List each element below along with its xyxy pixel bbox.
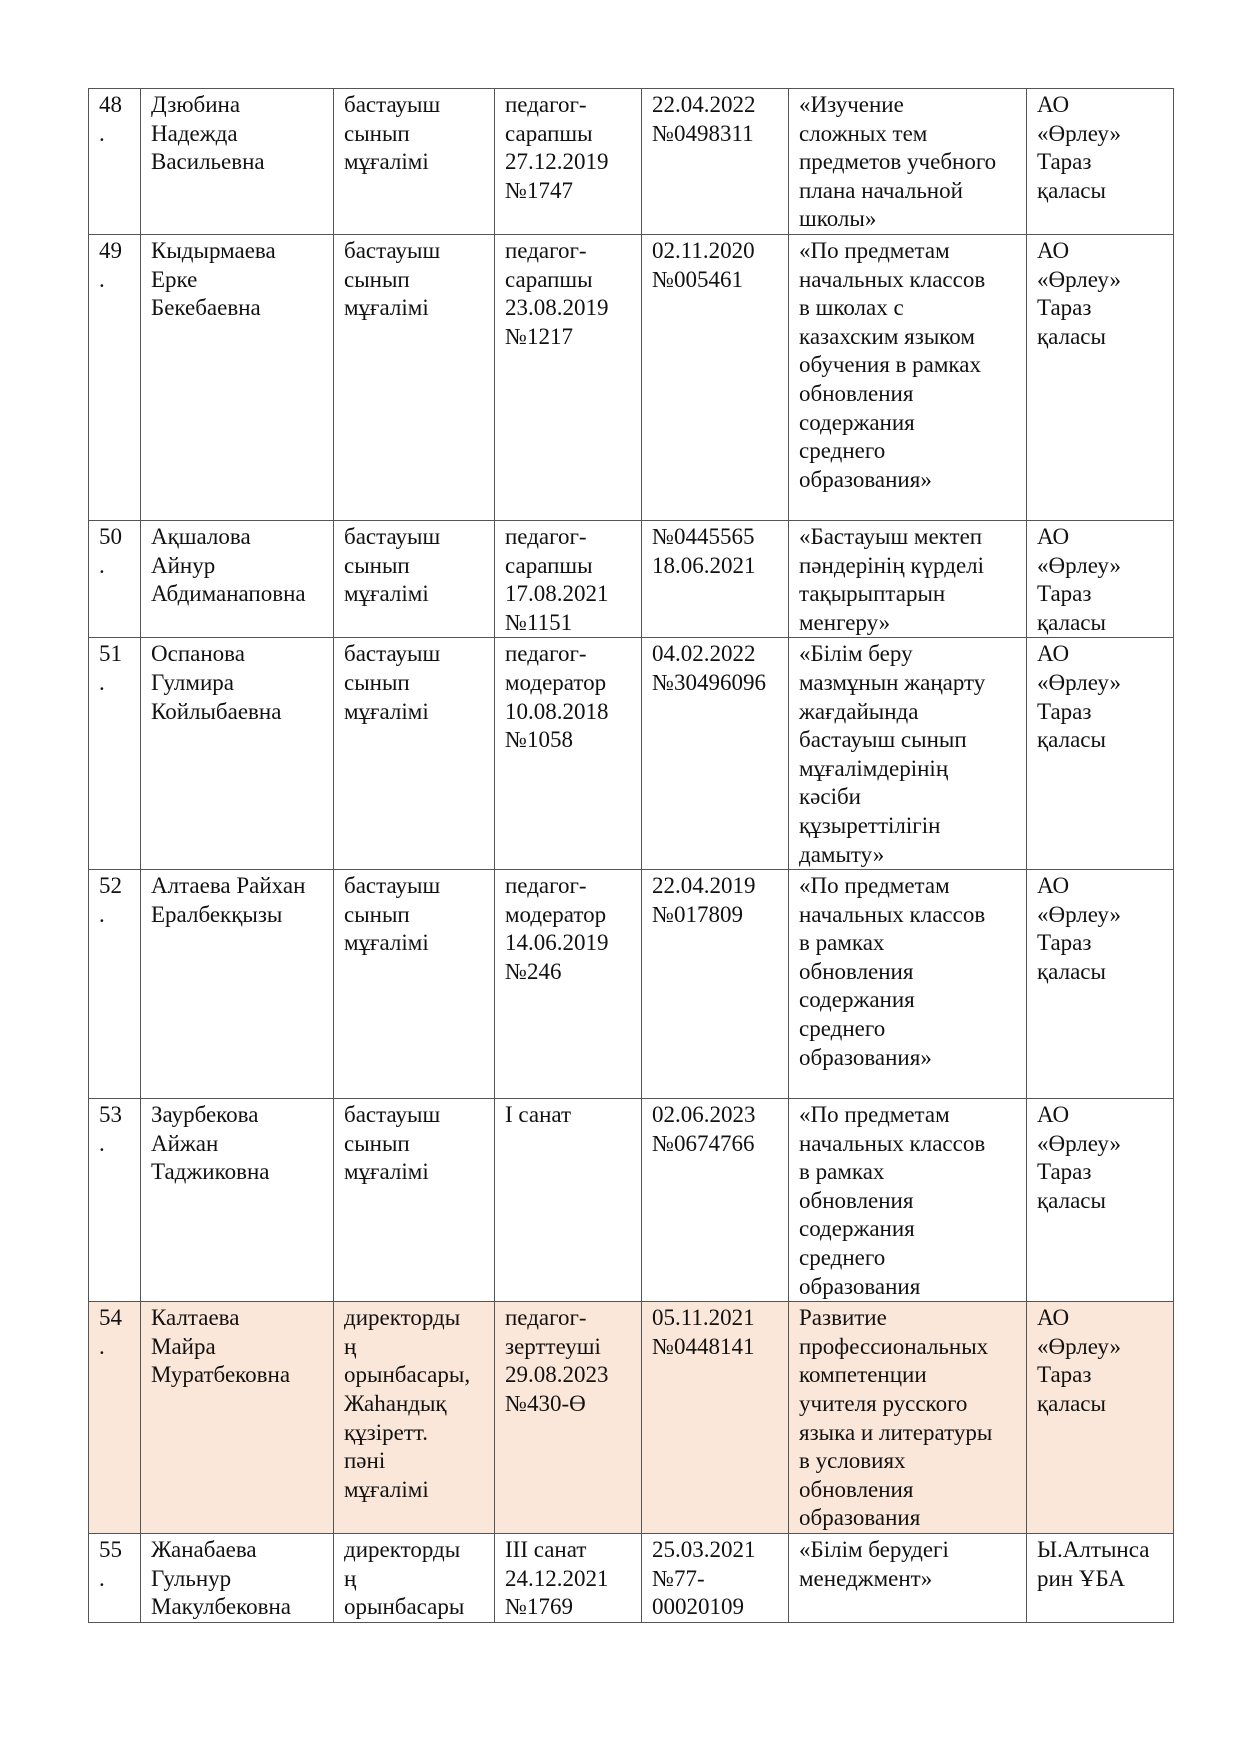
course-organizer: АО «Өрлеу» Тараз қаласы: [1027, 870, 1174, 1099]
qualification-category: педагог- сарапшы 27.12.2019 №1747: [495, 89, 642, 235]
course-title: «Білім беру мазмұнын жаңарту жағдайында бастауыш сынып мұғалімдерінің кәсіби құзыреттілігін дамыту»: [789, 638, 1027, 870]
certificate-info: 02.11.2020 №005461: [642, 234, 789, 520]
course-organizer: АО «Өрлеу» Тараз қаласы: [1027, 1302, 1174, 1534]
qualification-category: педагог- зерттеуші 29.08.2023 №430-Ө: [495, 1302, 642, 1534]
course-title: «Білім берудегі менеджмент»: [789, 1534, 1027, 1623]
course-title: «По предметам начальных классов в рамках обновления содержания среднего образования: [789, 1099, 1027, 1302]
teacher-position: директорды ң орынбасары, Жаһандық құзіретт. пәні мұғалімі: [334, 1302, 495, 1534]
course-title: «По предметам начальных классов в рамках обновления содержания среднего образования»: [789, 870, 1027, 1099]
table-row: [89, 1099, 1174, 1302]
table-row: [89, 520, 1174, 637]
teacher-name: Оспанова Гулмира Койлыбаевна: [141, 638, 334, 870]
teacher-position: бастауыш сынып мұғалімі: [334, 520, 495, 637]
certificate-info: 02.06.2023 №0674766: [642, 1099, 789, 1302]
qualification-category: III санат 24.12.2021 №1769: [495, 1534, 642, 1623]
course-title: «Изучение сложных тем предметов учебного плана начальной школы»: [789, 89, 1027, 235]
teacher-name: Ақшалова Айнур Абдиманаповна: [141, 520, 334, 637]
qualification-category: педагог- сарапшы 17.08.2021 №1151: [495, 520, 642, 637]
teacher-position: директорды ң орынбасары: [334, 1534, 495, 1623]
teacher-position: бастауыш сынып мұғалімі: [334, 870, 495, 1099]
course-organizer: АО «Өрлеу» Тараз қаласы: [1027, 520, 1174, 637]
course-organizer: АО «Өрлеу» Тараз қаласы: [1027, 89, 1174, 235]
qualification-category: I санат: [495, 1099, 642, 1302]
teacher-name: Дзюбина Надежда Васильевна: [141, 89, 334, 235]
table-row: [89, 638, 1174, 870]
certificate-info: 05.11.2021 №0448141: [642, 1302, 789, 1534]
table-row: [89, 89, 1174, 235]
teacher-position: бастауыш сынып мұғалімі: [334, 234, 495, 520]
table-row: [89, 870, 1174, 1099]
certificate-info: 25.03.2021 №77- 00020109: [642, 1534, 789, 1623]
teacher-name: Жанабаева Гульнур Макулбековна: [141, 1534, 334, 1623]
course-title: Развитие профессиональных компетенции учителя русского языка и литературы в условиях обновления образования: [789, 1302, 1027, 1534]
table-row: [89, 1534, 1174, 1623]
teacher-name: Кыдырмаева Ерке Бекебаевна: [141, 234, 334, 520]
row-number: 52 .: [89, 870, 141, 1099]
row-number: 53 .: [89, 1099, 141, 1302]
course-organizer: АО «Өрлеу» Тараз қаласы: [1027, 1099, 1174, 1302]
document-page: [88, 88, 1173, 1623]
staff-table: [88, 88, 1174, 1623]
teacher-name: Калтаева Майра Муратбековна: [141, 1302, 334, 1534]
row-number: 54 .: [89, 1302, 141, 1534]
certificate-info: 22.04.2022 №0498311: [642, 89, 789, 235]
row-number: 55 .: [89, 1534, 141, 1623]
course-organizer: АО «Өрлеу» Тараз қаласы: [1027, 234, 1174, 520]
row-number: 50 .: [89, 520, 141, 637]
row-number: 49 .: [89, 234, 141, 520]
course-organizer: АО «Өрлеу» Тараз қаласы: [1027, 638, 1174, 870]
row-number: 48 .: [89, 89, 141, 235]
teacher-name: Алтаева Райхан Ералбекқызы: [141, 870, 334, 1099]
table-row-highlighted: [89, 1302, 1174, 1534]
qualification-category: педагог- сарапшы 23.08.2019 №1217: [495, 234, 642, 520]
course-title: «Бастауыш мектеп пәндерінің күрделі тақырыптарын менгеру»: [789, 520, 1027, 637]
teacher-position: бастауыш сынып мұғалімі: [334, 1099, 495, 1302]
certificate-info: 04.02.2022 №30496096: [642, 638, 789, 870]
teacher-position: бастауыш сынып мұғалімі: [334, 638, 495, 870]
certificate-info: №0445565 18.06.2021: [642, 520, 789, 637]
course-organizer: Ы.Алтынса рин ҰБА: [1027, 1534, 1174, 1623]
table-row: [89, 234, 1174, 520]
teacher-position: бастауыш сынып мұғалімі: [334, 89, 495, 235]
row-number: 51 .: [89, 638, 141, 870]
qualification-category: педагог- модератор 14.06.2019 №246: [495, 870, 642, 1099]
teacher-name: Заурбекова Айжан Таджиковна: [141, 1099, 334, 1302]
qualification-category: педагог- модератор 10.08.2018 №1058: [495, 638, 642, 870]
certificate-info: 22.04.2019 №017809: [642, 870, 789, 1099]
course-title: «По предметам начальных классов в школах с казахским языком обучения в рамках обновления содержания среднего образования»: [789, 234, 1027, 520]
